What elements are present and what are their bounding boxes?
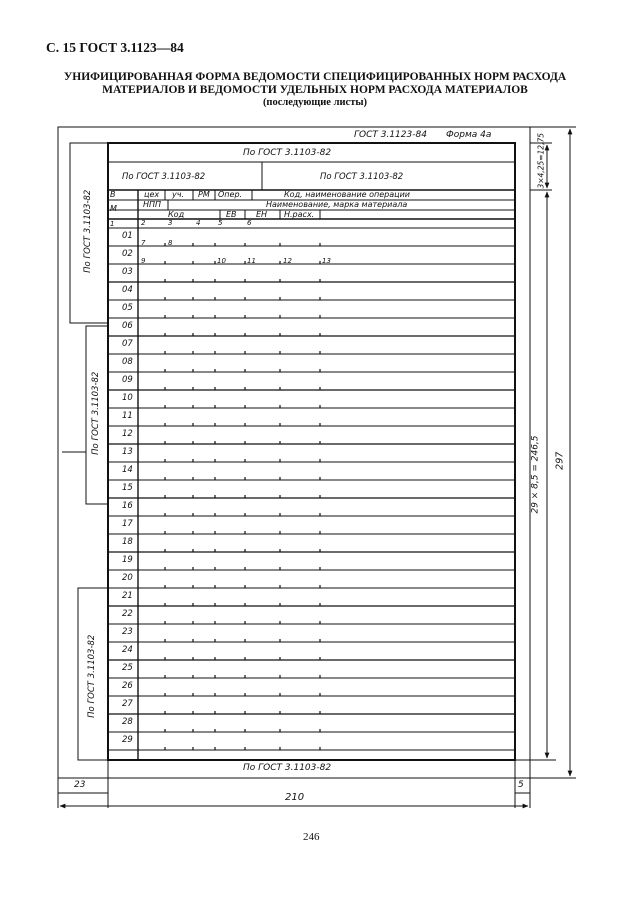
- row-number: 27: [122, 699, 133, 709]
- page-number: 246: [303, 831, 320, 843]
- document-title-line-2: МАТЕРИАЛОВ И ВЕДОМОСТИ УДЕЛЬНЫХ НОРМ РАСХОДА МАТЕРИАЛОВ: [102, 84, 528, 96]
- column-number: 9: [141, 257, 146, 265]
- column-number: 13: [322, 257, 331, 265]
- dim-left-margin: 23: [74, 780, 86, 790]
- column-number: 2: [141, 219, 146, 227]
- row-number: 28: [122, 717, 133, 727]
- dim-middle: 29 × 8,5 = 246,5: [530, 435, 541, 514]
- row-number: 01: [122, 231, 133, 241]
- col-ceh: цех: [144, 190, 160, 199]
- row-number: 19: [122, 555, 133, 565]
- col-uch: уч.: [172, 190, 185, 199]
- page-header: С. 15 ГОСТ 3.1123—84: [46, 40, 184, 55]
- column-number: 6: [247, 219, 252, 227]
- row-marker-b: В: [110, 190, 116, 199]
- side-label-bottom: По ГОСТ 3.1103-82: [86, 634, 97, 718]
- col-material-name: Наименование, марка материала: [266, 200, 408, 209]
- column-number: 5: [218, 219, 223, 227]
- column-number: 11: [247, 257, 256, 265]
- row-number: 06: [122, 321, 133, 331]
- dim-total-height: 297: [554, 451, 566, 470]
- row-number: 07: [122, 339, 133, 349]
- col-kod: Код: [168, 210, 185, 219]
- col-en: ЕН: [256, 210, 268, 219]
- column-number: 4: [196, 219, 201, 227]
- row-number: 15: [122, 483, 133, 493]
- col-n-rash: Н.расх.: [284, 210, 315, 219]
- column-number: 3: [168, 219, 173, 227]
- row-number: 13: [122, 447, 133, 457]
- row-number: 05: [122, 303, 133, 313]
- row-number: 26: [122, 681, 133, 691]
- col-npp: НПП: [143, 200, 162, 209]
- form-ref-top: По ГОСТ 3.1103-82: [243, 148, 332, 158]
- side-label-top: По ГОСТ 3.1103-82: [82, 189, 93, 273]
- dim-top: 3×4,25=12,75: [536, 133, 546, 189]
- form-ref-bottom: По ГОСТ 3.1103-82: [243, 763, 332, 773]
- row-number: 18: [122, 537, 133, 547]
- row-number: 29: [122, 735, 133, 745]
- first-col-mark: 1: [110, 220, 115, 228]
- row-number: 12: [122, 429, 133, 439]
- column-number: 8: [168, 239, 173, 247]
- form-ref-left: По ГОСТ 3.1103-82: [122, 172, 206, 182]
- row-number: 11: [122, 411, 133, 421]
- row-number: 25: [122, 663, 133, 673]
- row-number: 04: [122, 285, 133, 295]
- col-rm: РМ: [198, 190, 210, 199]
- form-ref-right: По ГОСТ 3.1103-82: [320, 172, 404, 182]
- row-number: 16: [122, 501, 133, 511]
- row-number: 10: [122, 393, 133, 403]
- row-number: 22: [122, 609, 133, 619]
- row-number: 09: [122, 375, 133, 385]
- document-subtitle: (последующие листы): [262, 97, 368, 108]
- col-operation-name: Код, наименование операции: [284, 190, 410, 199]
- row-number: 17: [122, 519, 133, 529]
- col-ev: ЕВ: [226, 210, 237, 219]
- col-oper: Опер.: [218, 190, 243, 199]
- form-frame: [108, 143, 515, 760]
- side-label-middle: По ГОСТ 3.1103-82: [90, 371, 101, 455]
- dim-width: 210: [285, 792, 305, 803]
- form-name-label: Форма 4а: [446, 130, 492, 140]
- row-marker-m: М: [110, 204, 117, 213]
- column-number: 7: [141, 239, 146, 247]
- row-number: 21: [122, 591, 133, 601]
- row-number: 20: [122, 573, 133, 583]
- column-number: 10: [217, 257, 226, 265]
- row-number: 02: [122, 249, 133, 259]
- document-title-line-1: УНИФИЦИРОВАННАЯ ФОРМА ВЕДОМОСТИ СПЕЦИФИЦИРОВАННЫХ НОРМ РАСХОДА: [63, 71, 567, 83]
- standard-label: ГОСТ 3.1123-84: [354, 130, 427, 140]
- column-number: 12: [283, 257, 292, 265]
- row-number: 08: [122, 357, 133, 367]
- dim-right-margin: 5: [518, 780, 524, 790]
- row-number: 23: [122, 627, 133, 637]
- row-number: 24: [122, 645, 133, 655]
- row-number: 03: [122, 267, 133, 277]
- row-number: 14: [122, 465, 133, 475]
